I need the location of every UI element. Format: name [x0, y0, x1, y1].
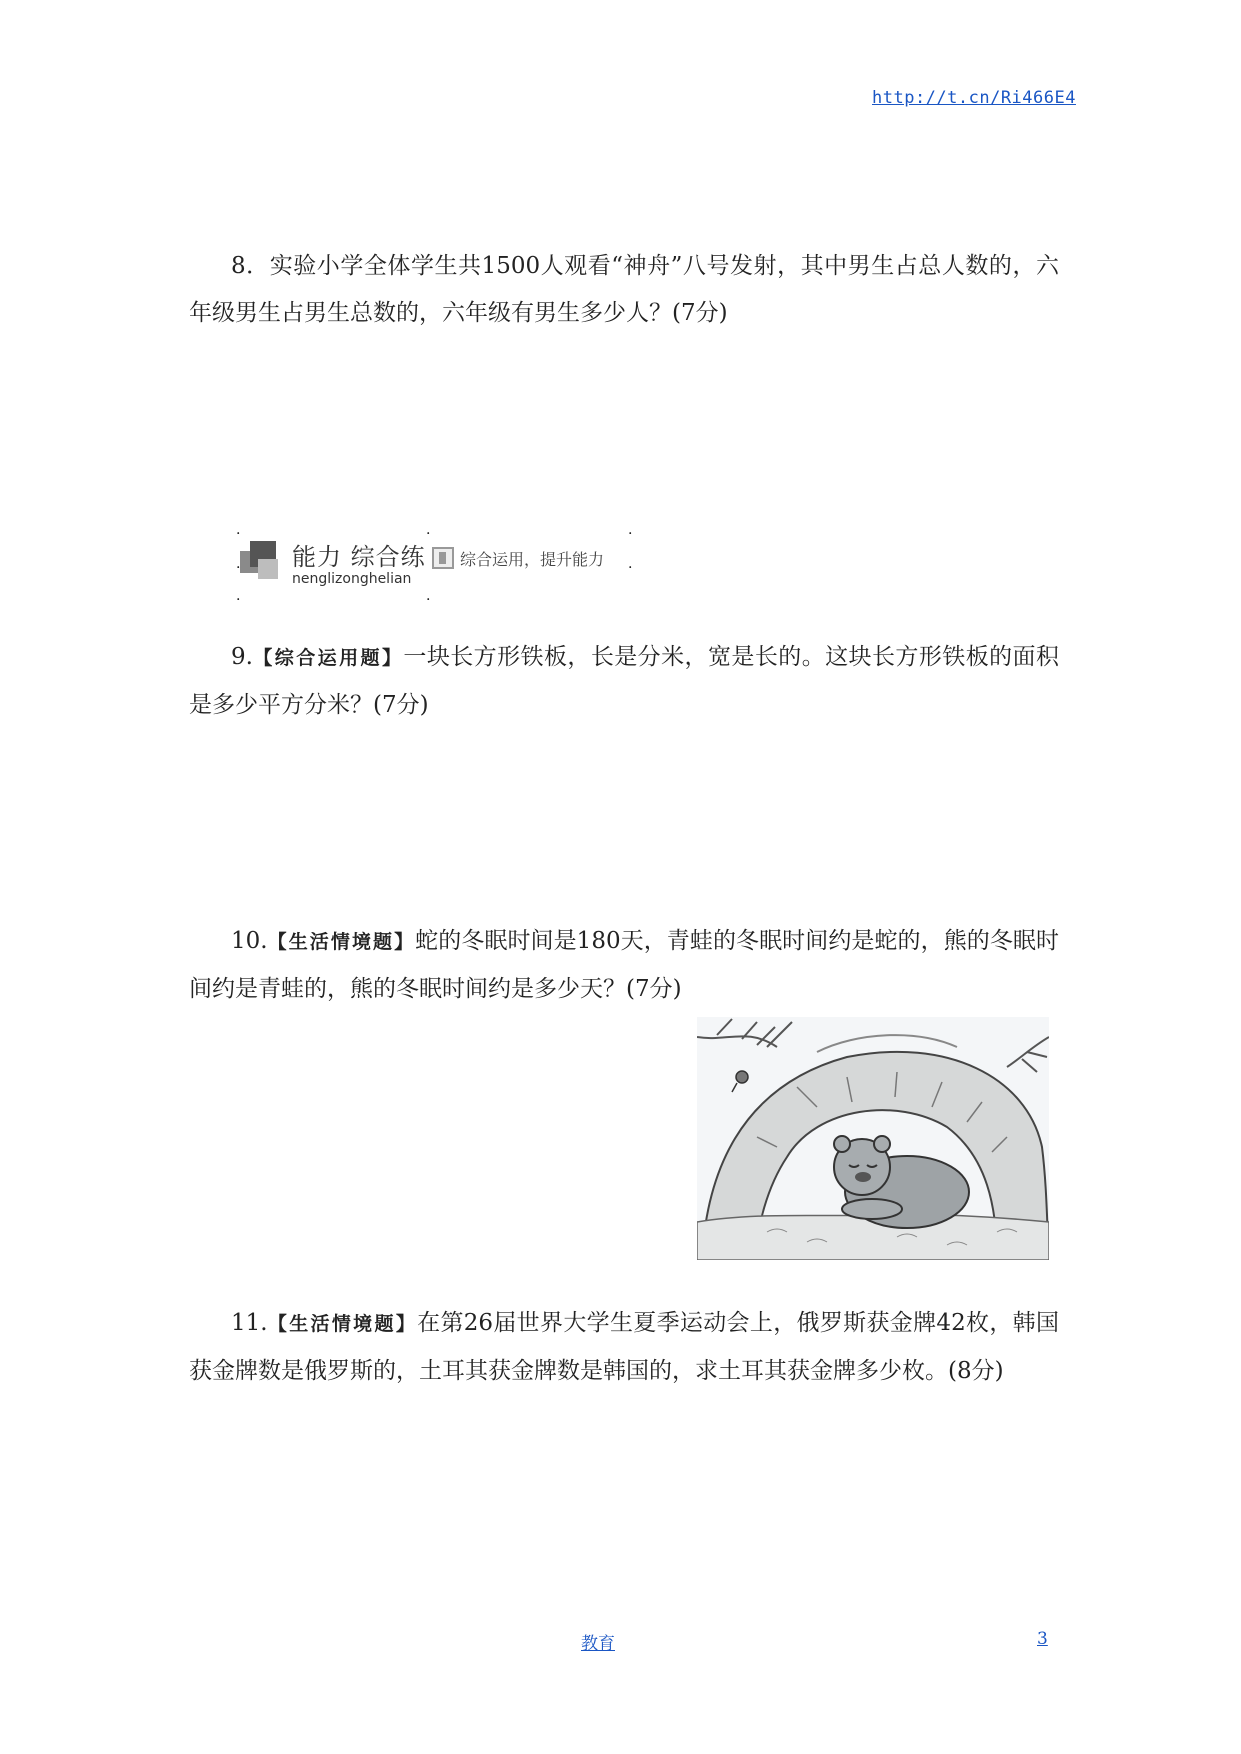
question-text: 在第26届世界大学生夏季运动会上，俄罗斯获金牌42枚，韩国获金牌数是俄罗斯的，土耳其获金牌数是韩国的，求土耳其获金牌多少枚。(8分)	[189, 1310, 1059, 1384]
question-number: 9.	[231, 644, 253, 670]
question-number: 11.	[231, 1310, 268, 1336]
question-10	[189, 918, 1059, 1013]
question-8	[189, 243, 1059, 337]
question-tag: 【综合运用题】	[252, 647, 404, 669]
question-9	[189, 634, 1059, 729]
question-text: 蛇的冬眠时间是180天，青蛙的冬眠时间约是蛇的，熊的冬眠时间约是青蛙的，熊的冬眠时间约是多少天？(7分)	[189, 928, 1059, 1002]
page-number-link[interactable]: 3	[1037, 1629, 1048, 1649]
footer-center-link[interactable]: 教育	[581, 1634, 615, 1654]
square-bullet-icon	[432, 547, 454, 569]
question-number: 10.	[231, 928, 268, 954]
question-number: 8．	[231, 253, 270, 279]
question-text: 一块长方形铁板，长是分米，宽是长的。这块长方形铁板的面积是多少平方分米？(7分)	[189, 644, 1059, 718]
hibernating-bear-illustration	[697, 1017, 1049, 1260]
section-banner: . . . . . . . 能力 综合练 nenglizonghelian 综合运用，提升能力	[236, 522, 633, 604]
question-tag: 【生活情境题】	[267, 1313, 418, 1335]
question-tag: 【生活情境题】	[267, 931, 416, 953]
question-11	[189, 1300, 1059, 1395]
question-text: 实验小学全体学生共1500人观看“神舟”八号发射，其中男生占总人数的，六年级男生占男生总数的，六年级有男生多少人？(7分)	[189, 253, 1059, 326]
section-title: 能力 综合练	[292, 543, 426, 571]
section-motto: 综合运用，提升能力	[460, 550, 605, 569]
section-logo-icon	[240, 541, 280, 579]
section-pinyin: nenglizonghelian	[292, 571, 412, 587]
header-url-link[interactable]: http://t.cn/Ri466E4	[872, 88, 1076, 108]
